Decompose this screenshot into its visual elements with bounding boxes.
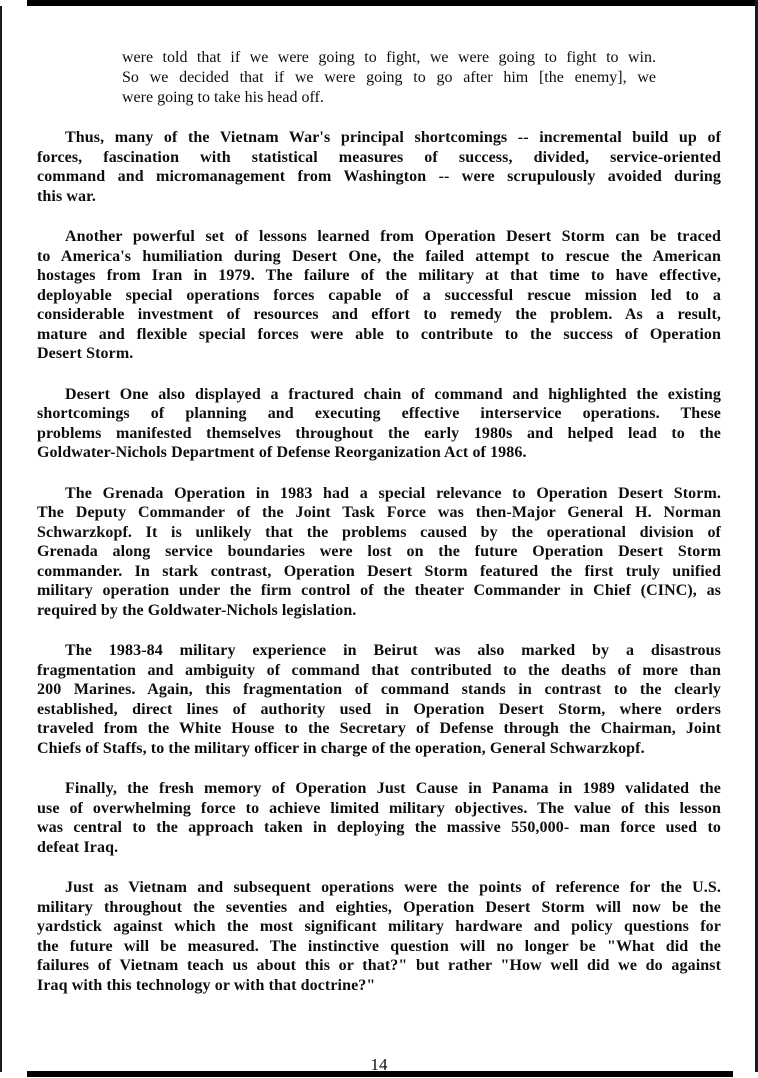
text-line: Chiefs of Staffs, to the military officer in charge of the operation, General Schwarzkopf. [37,739,645,757]
text-line: deployable special operations forces capable of a successful rescue mission led to a [37,286,721,304]
text-line: to America's humiliation during Desert One, the failed attempt to rescue the American [37,247,721,265]
text-line: use of overwhelming force to achieve limited military objectives. The value of this lesson [37,799,721,817]
text-line: mature and flexible special forces were able to contribute to the success of Operation [37,325,721,343]
text-line: military throughout the seventies and eighties, Operation Desert Storm will now be the [37,898,721,916]
text-line: Schwarzkopf. It is unlikely that the problems caused by the operational division of [37,523,721,541]
text-line: Another powerful set of lessons learned from Operation Desert Storm can be traced [65,228,721,245]
scan-artifact-top [27,0,758,6]
text-line: yardstick against which the most significant military hardware and policy questions for [37,918,721,935]
text-line: Desert One also displayed a fractured chain of command and highlighted the existing [65,385,721,403]
text-line: was central to the approach taken in deploying the massive 550,000- man force used to [37,819,721,836]
text-line: 200 Marines. Again, this fragmentation of command stands in contrast to the clearly [37,681,721,698]
paragraph [37,128,721,206]
paragraph [37,641,721,758]
text-line: failures of Vietnam teach us about this or that?" but rather "How well did we do against [37,957,721,974]
paragraph [37,227,721,364]
text-line: the future will be measured. The instinctive question will no longer be "What did the [37,937,721,955]
text-line: defeat Iraq. [37,838,119,856]
text-line: command and micromanagement from Washington -- were scrupulously avoided during [37,168,721,185]
text-line: traveled from the White House to the Secretary of Defense through the Chairman, Joint [37,720,721,737]
text-line: hostages from Iran in 1979. The failure of the military at that time to have effective, [37,267,721,284]
text-line: shortcomings of planning and executing effective interservice operations. These [37,405,721,422]
text-line: Thus, many of the Vietnam War's principal shortcomings -- incremental build up of [65,129,721,146]
text-line: The Deputy Commander of the Joint Task Force was then-Major General H. Norman [37,504,721,521]
text-line: commander. In stark contrast, Operation Desert Storm featured the first truly unified [37,562,721,580]
text-line: were told that if we were going to fight, we were going to fight to win. [122,49,656,66]
paragraph [37,878,721,995]
text-line: forces, fascination with statistical measures of success, divided, service-oriented [37,148,721,166]
text-line: Finally, the fresh memory of Operation Just Cause in Panama in 1989 validated the [65,780,721,797]
page-content [37,48,721,1016]
text-line: problems manifested themselves throughout the early 1980s and helped lead to the [37,424,721,442]
scan-artifact-left [0,6,2,1072]
text-line: were going to take his head off. [122,89,324,106]
paragraph [37,779,721,857]
text-line: The 1983-84 military experience in Beirut was also marked by a disastrous [65,642,721,659]
text-line: Goldwater-Nichols Department of Defense Reorganization Act of 1986. [37,444,527,461]
text-line: Just as Vietnam and subsequent operations were the points of reference for the U.S. [65,879,721,896]
text-line: Iraq with this technology or with that doctrine?" [37,976,376,994]
paragraph [37,385,721,463]
block-quote [122,48,656,108]
text-line: established, direct lines of authority used in Operation Desert Storm, where orders [37,700,721,718]
text-line: fragmentation and ambiguity of command that contributed to the deaths of more than [37,661,721,679]
text-line: So we decided that if we were going to go after him [the enemy], we [122,69,656,86]
text-line: required by the Goldwater-Nichols legislation. [37,601,357,619]
text-line: Desert Storm. [37,345,134,362]
text-line: this war. [37,187,96,205]
text-line: The Grenada Operation in 1983 had a special relevance to Operation Desert Storm. [65,484,721,502]
paragraphs [37,128,721,995]
page-number: 14 [370,1055,388,1074]
paragraph [37,484,721,621]
text-line: considerable investment of resources and effort to remedy the problem. As a result, [37,306,721,323]
text-line: military operation under the firm control of the theater Commander in Chief (CINC), as [37,582,721,599]
text-line: Grenada along service boundaries were lost on the future Operation Desert Storm [37,543,721,560]
